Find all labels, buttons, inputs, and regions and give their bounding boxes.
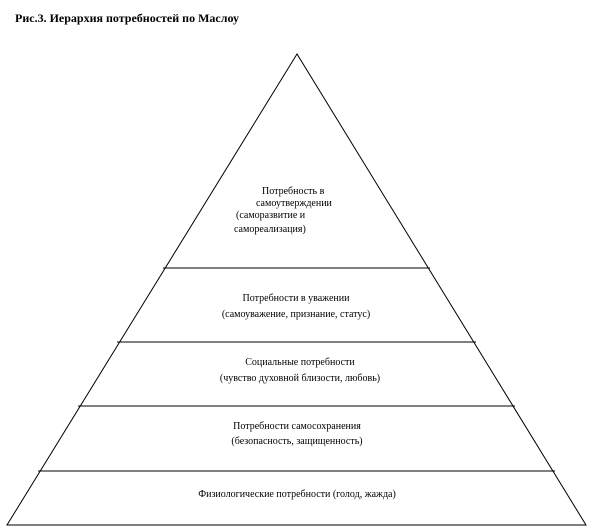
tier-safety-detail: (безопасность, защищенность) <box>231 436 363 447</box>
tier-esteem-detail: (самоуважение, признание, статус) <box>221 309 371 320</box>
tier-self-actualization-title-line2: самоутверждении <box>256 198 332 209</box>
figure-caption: Рис.3. Иерархия потребностей по Маслоу <box>15 11 239 25</box>
tier-self-actualization-detail-line1: (саморазвитие и <box>236 210 306 221</box>
tier-social-detail: (чувство духовной близости, любовь) <box>219 373 381 384</box>
tier-safety-title: Потребности самосохранения <box>233 421 361 432</box>
tier-esteem-title: Потребности в уважении <box>242 293 350 304</box>
tier-social-title: Социальные потребности <box>245 357 355 368</box>
tier-self-actualization-title-line1: Потребность в <box>262 186 325 197</box>
pyramid-outline <box>7 54 586 525</box>
tier-physiological-title: Физиологические потребности (голод, жажда) <box>198 489 396 500</box>
tier-self-actualization-detail-line2: самореализация) <box>234 224 306 235</box>
